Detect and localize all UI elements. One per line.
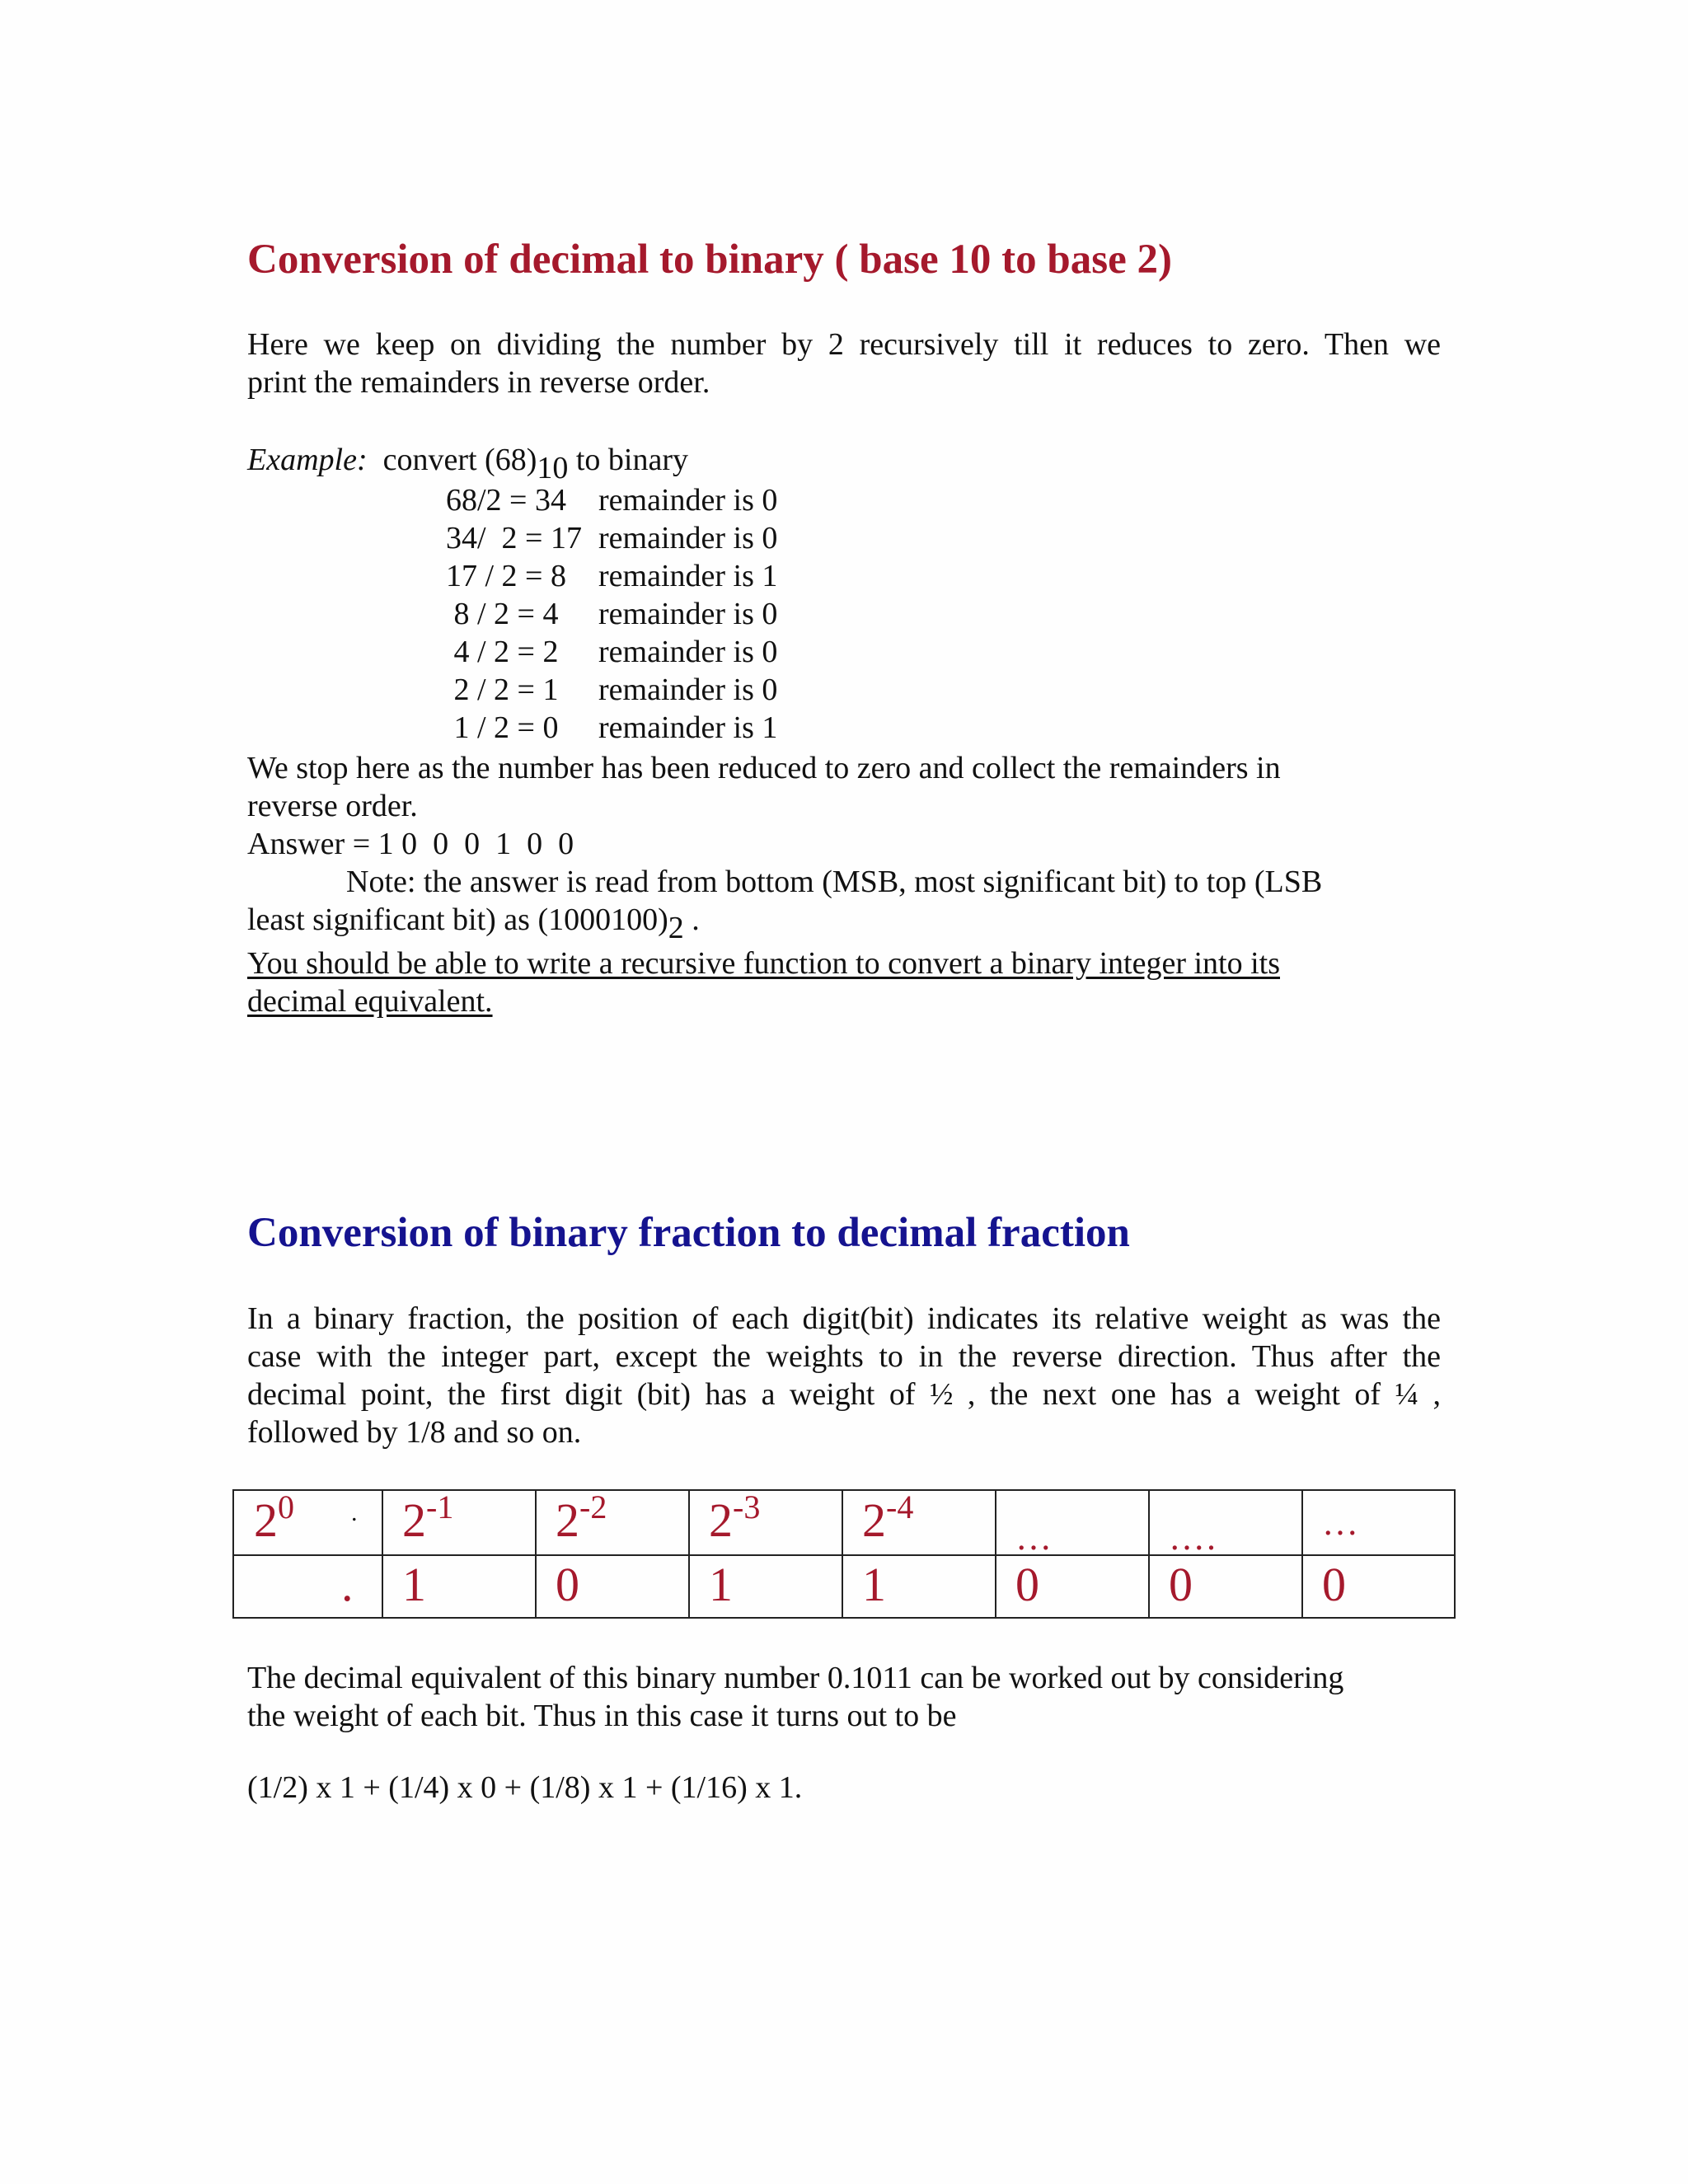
weight-header-cell bbox=[1169, 1506, 1217, 1561]
weight-header-cell bbox=[862, 1488, 914, 1548]
division-step bbox=[446, 596, 858, 634]
step-remainder: remainder is 0 bbox=[598, 673, 778, 707]
step-equation: 68/2 = 34 bbox=[446, 483, 566, 518]
example-text-pre: convert (68) bbox=[382, 443, 537, 477]
note-line-2 bbox=[247, 901, 700, 945]
stop-line-1: We stop here as the number has been reduced to zero and collect the remainders in bbox=[247, 751, 1281, 785]
after-table-line-2: the weight of each bit. Thus in this case it turns out to be bbox=[247, 1699, 957, 1733]
power-exponent: -3 bbox=[733, 1488, 761, 1526]
power-base: 2 bbox=[709, 1493, 733, 1547]
step-equation: 34/ 2 = 17 bbox=[446, 521, 582, 555]
example-text-post: to binary bbox=[575, 443, 689, 477]
step-equation: 2 / 2 = 1 bbox=[446, 673, 559, 707]
note-line-1: Note: the answer is read from bottom (MSB, most significant bit) to top (LSB bbox=[346, 865, 1323, 899]
division-step bbox=[446, 482, 858, 520]
fraction-para-line-1: In a binary fraction, the position of each digit(bit) indicates its relative weight as was the bbox=[247, 1301, 1441, 1336]
section-title-decimal-to-binary: Conversion of decimal to binary ( base 10 to base 2) bbox=[247, 237, 1172, 283]
bit-value-cell: 1 bbox=[709, 1558, 733, 1611]
section-title-binary-fraction: Conversion of binary fraction to decimal fraction bbox=[247, 1210, 1130, 1256]
intro-line-1: Here we keep on dividing the number by 2 recursively till it reduces to zero. Then we bbox=[247, 327, 1441, 362]
bit-value-cell: 0 bbox=[1015, 1558, 1039, 1611]
fraction-para-line-3: decimal point, the first digit (bit) has a weight of ½ , the next one has a weight of ¼ , bbox=[247, 1377, 1441, 1412]
weight-header-cell bbox=[1015, 1506, 1053, 1561]
bit-value-cell: 0 bbox=[1169, 1558, 1193, 1611]
exercise-line-1 bbox=[247, 944, 1280, 982]
answer-line: Answer = 1 0 0 0 1 0 0 bbox=[247, 827, 574, 861]
division-step bbox=[446, 558, 858, 596]
weight-header-cell bbox=[402, 1488, 454, 1548]
example-subscript: 10 bbox=[537, 451, 569, 485]
exercise-text-1: You should be able to write a recursive function to convert a binary integer into its bbox=[247, 946, 1280, 981]
note-line-2-end: . bbox=[683, 902, 700, 937]
power-exponent: 0 bbox=[278, 1488, 294, 1526]
weight-header-cell bbox=[709, 1488, 761, 1548]
stop-line-2: reverse order. bbox=[247, 789, 418, 823]
after-table-line-1: The decimal equivalent of this binary number 0.1011 can be worked out by considering bbox=[247, 1661, 1344, 1695]
step-remainder: remainder is 0 bbox=[598, 521, 778, 555]
power-exponent: -1 bbox=[426, 1488, 454, 1526]
weight-header-cell bbox=[556, 1488, 607, 1548]
division-step bbox=[446, 634, 858, 672]
power-base: 2 bbox=[402, 1493, 426, 1547]
power-exponent: -2 bbox=[579, 1488, 607, 1526]
table-row-divider bbox=[234, 1554, 1454, 1556]
weight-header-cell bbox=[1322, 1491, 1360, 1546]
bit-value-cell: 1 bbox=[402, 1558, 426, 1611]
note-subscript: 2 bbox=[668, 911, 684, 945]
step-remainder: remainder is 1 bbox=[598, 559, 778, 593]
power-base: 2 bbox=[254, 1493, 278, 1547]
example-label: Example: bbox=[247, 443, 368, 477]
step-equation: 17 / 2 = 8 bbox=[446, 559, 566, 593]
binary-point-cell: . bbox=[341, 1558, 354, 1611]
step-remainder: remainder is 0 bbox=[598, 635, 778, 669]
example-line bbox=[247, 441, 689, 485]
division-step bbox=[446, 710, 858, 748]
fraction-para-line-2: case with the integer part, except the weights to in the reverse direction. Thus after the bbox=[247, 1339, 1441, 1374]
step-remainder: remainder is 0 bbox=[598, 597, 778, 631]
power-base: 2 bbox=[556, 1493, 579, 1547]
division-step bbox=[446, 520, 858, 558]
step-remainder: remainder is 1 bbox=[598, 710, 778, 745]
step-equation: 8 / 2 = 4 bbox=[446, 597, 559, 631]
weight-header-cell bbox=[254, 1488, 358, 1548]
power-base: 2 bbox=[862, 1493, 886, 1547]
power-exponent: -4 bbox=[886, 1488, 914, 1526]
ellipsis-text: … bbox=[1322, 1502, 1360, 1543]
step-equation: 1 / 2 = 0 bbox=[446, 710, 559, 745]
exercise-line-2 bbox=[247, 982, 493, 1020]
intro-line-2: print the remainders in reverse order. bbox=[247, 365, 710, 400]
bit-value-cell: 0 bbox=[556, 1558, 579, 1611]
note-line-2-text: least significant bit) as (1000100) bbox=[247, 902, 668, 937]
ellipsis-text: … bbox=[1015, 1517, 1053, 1558]
bit-weights-table bbox=[232, 1489, 1456, 1619]
ellipsis-text: …. bbox=[1169, 1517, 1217, 1558]
weight-formula: (1/2) x 1 + (1/4) x 0 + (1/8) x 1 + (1/16) x 1. bbox=[247, 1770, 803, 1805]
bit-value-cell: 0 bbox=[1322, 1558, 1346, 1611]
bit-value-cell: 1 bbox=[862, 1558, 886, 1611]
exercise-text-2: decimal equivalent. bbox=[247, 984, 493, 1019]
step-equation: 4 / 2 = 2 bbox=[446, 635, 559, 669]
fraction-para-line-4: followed by 1/8 and so on. bbox=[247, 1415, 582, 1450]
step-remainder: remainder is 0 bbox=[598, 483, 778, 518]
point-marker: . bbox=[351, 1499, 358, 1526]
division-step bbox=[446, 672, 858, 710]
